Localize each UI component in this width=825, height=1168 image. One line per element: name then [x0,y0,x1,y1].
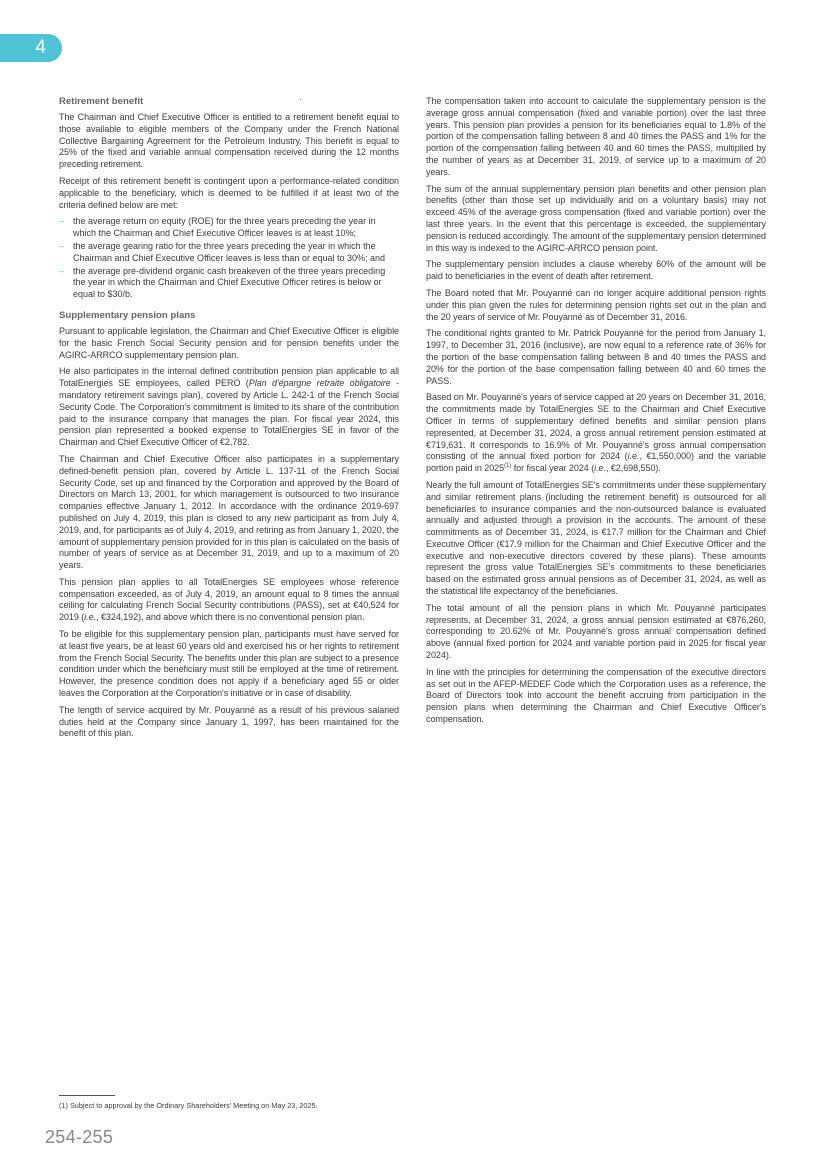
conditional-rights-paragraph: The conditional rights granted to Mr. Patrick Pouyanné for the period from January 1, 1997, to December 31, 2016 (inclusive), are now equal to a reference rate of 36% for the portion of the base compensation falling between 8 and 40 times the PASS and 20% for the portion of the base compensation falling between 40 and 60 times the PASS. [426,328,766,386]
supplementary-pension-heading: Supplementary pension plans [59,309,196,321]
outsourced-commitments-paragraph: Nearly the full amount of TotalEnergies SE's commitments under these supplementary and similar retirement plans (including the retirement benefit) is outsourced for all beneficiaries to insurance companies and the non-outsourced balance is evaluated annually and adjusted through a provision in the accounts. The amount of these commitments as of December 31, 2024, is €17.7 million for the Chairman and Chief Executive Officer (€17.9 million for the Chairman and Chief Executive Officer and the executive and non-executive directors covered by these plans). These amounts represent the gross value TotalEnergies SE's commitments to these beneficiaries based on the estimated gross annual pensions as of December 31, 2024, as well as the statistical life expectancy of the beneficiaries. [426,479,766,597]
afep-medef-paragraph: In line with the principles for determining the compensation of the executive directors as set out in the AFEP-MEDEF Code which the Corporation uses as a reference, the Board of Directors took into account the benefit accruing from participation in the pension plans when determining the Chairman and Chief Executive Officer's compensation. [426,666,766,725]
chapter-tab[interactable]: 4 [0,34,62,62]
right-column [426,96,766,731]
footnote-ref[interactable]: (1) [504,463,512,470]
retirement-benefit-heading: Retirement benefit [59,96,144,107]
criteria-cash-breakeven: – the average pre-dividend organic cash breakeven of the three years preceding the year in which the Chairman and Chief Executive Officer retires is below or equal to $30/b. [59,266,399,301]
left-column [59,96,399,745]
length-of-service-paragraph: The length of service acquired by Mr. Pouyanné as a result of his previous salaried duties held at the Company since January 1, 1997, has been maintained for the benefit of this plan. [59,704,399,739]
survivor-clause-paragraph: The supplementary pension includes a clause whereby 60% of the amount will be paid to beneficiaries in the event of death after retirement. [426,259,766,282]
compensation-basis-paragraph: The compensation taken into account to calculate the supplementary pension is the average gross annual compensation (fixed and variable portion) over the last three years. This pension plan provides a pension for its beneficiaries equal to 1.8% of the portion of the compensation falling between 8 and 40 times the PASS and 1% for the portion of the compensation falling between 40 and 60 times the PASS, multiplied by the number of years as at December 31, 2019, of service up to a maximum of 20 years. [426,96,766,177]
performance-condition-paragraph: Receipt of this retirement benefit is contingent upon a performance-related condition applicable to the beneficiary, which is deemed to be fulfilled if at least two of the criteria defined below are met: [59,175,399,210]
footnote-divider [59,1095,115,1096]
board-note-paragraph: The Board noted that Mr. Pouyanné can no longer acquire additional pension rights under this plan given the rules for determining pension rights set out in the plan and the 20 years of service of Mr. Pouyanné as of December 31, 2016. [426,287,766,322]
eligibility-paragraph: To be eligible for this supplementary pension plan, participants must have served for at least five years, be at least 60 years old and exercised his or her rights to retirement from the French Social Security. The benefits under this plan are subject to a presence condition under which the beneficiary must still be employed at the time of retirement. However, the presence condition does not apply if a beneficiary aged 55 or older leaves the Corporation at the Corporation's initiative or in case of disability. [59,629,400,699]
total-pension-paragraph: The total amount of all the pension plans in which Mr. Pouyanné participates represents, at December 31, 2024, a gross annual pension estimated at €876,260, corresponding to 20.62% of Mr. Pouyanné's gross annual compensation defined above (annual fixed portion for 2024 and variable portion paid in 2025 for fiscal year 2024). [426,602,766,661]
criteria-gearing: – the average gearing ratio for the three years preceding the year in which the Chairman and Chief Executive Officer leaves is less than or equal to 30%; and [59,241,399,265]
criteria-list [59,216,399,301]
page-number: 254-255 [45,1127,114,1147]
pero-paragraph: He also participates in the internal defined contribution pension plan applicable to all TotalEnergies SE employees, called PERO (Plan d'épargne retraite obligatoire - mandatory retirement savings plan), covered by Article L. 242-1 of the French Social Security Code. The Corporation's commitment is limited to its share of the contribution paid to the insurance company that manages the plan. For fiscal year 2024, this pension plan represented a booked expense to TotalEnergies SE in favor of the Chairman and Chief Executive Officer of €2,782. [59,366,399,448]
defined-benefit-paragraph: The Chairman and Chief Executive Officer also participates in a supplementary defined-benefit pension plan, covered by Article L. 137-11 of the French Social Security Code, set up and financed by the Corporation and approved by the Board of Directors on March 13, 2001, for which management is outsourced to two insurance companies effective January 1, 2012. In accordance with the ordinance 2019-697 published on July 4, 2019, this plan is closed to any new participant as from July 4, 2019, and, for participants as of July 4, 2019, and retiring as from January 1, 2020, the amount of supplementary pension provided for in this plan is calculated on the basis of number of years of service as at December 31, 2019, and up to a maximum of 20 years. [59,453,399,571]
criteria-roe: – the average return on equity (ROE) for the three years preceding the year in which the Chairman and Chief Executive Officer leaves is at least 10%; [59,216,399,240]
footnote: (1) Subject to approval by the Ordinary Shareholders' Meeting on May 23, 2025. [59,1101,318,1110]
commitments-paragraph: Based on Mr. Pouyanné's years of service capped at 20 years on December 31, 2016, the commitments made by TotalEnergies SE to the Chairman and Chief Executive Officer in terms of supplementary defined benefits and similar pension plans represented, at December 31, 2024, a gross annual retirement pension estimated at €719,631. It corresponds to 16.9% of Mr. Pouyanné's gross annual compensation consisting of the annual fixed portion for 2024 (i.e., €1,550,000) and the variable portion paid in 2025$^{(1)}$ for fiscal year 2024 (i.e., €2,698,550). [426,392,767,474]
basic-pension-paragraph: Pursuant to applicable legislation, the Chairman and Chief Executive Officer is eligible for the basic French Social Security pension and for pension benefits under the AGIRC-ARRCO supplementary pension plan. [59,325,399,360]
plan-applicability-paragraph: This pension plan applies to all TotalEnergies SE employees whose reference compensation exceeded, as of July 4, 2019, an amount equal to 8 times the annual ceiling for calculating French Social Security contributions (PASS), set at €40,524 for 2019 (i.e., €324,192), and above which there is no conventional pension plan. [59,576,399,623]
retirement-benefit-paragraph: The Chairman and Chief Executive Officer is entitled to a retirement benefit equal to those available to eligible members of the Company under the French National Collective Bargaining Agreement for the Petroleum Industry. This benefit is equal to 25% of the fixed and variable annual compensation received during the 12 months preceding retirement. [59,112,399,170]
cap-paragraph: The sum of the annual supplementary pension plan benefits and other pension plan benefits (other than those set up individually and on a voluntary basis) may not exceed 45% of the average gross compensation (fixed and variable portion) over the last three years. In the event that this percentage is exceeded, the supplementary pension is reduced accordingly. The amount of the supplementary pension determined in this way is indexed to the AGIRC-ARRCO pension point. [426,183,766,253]
